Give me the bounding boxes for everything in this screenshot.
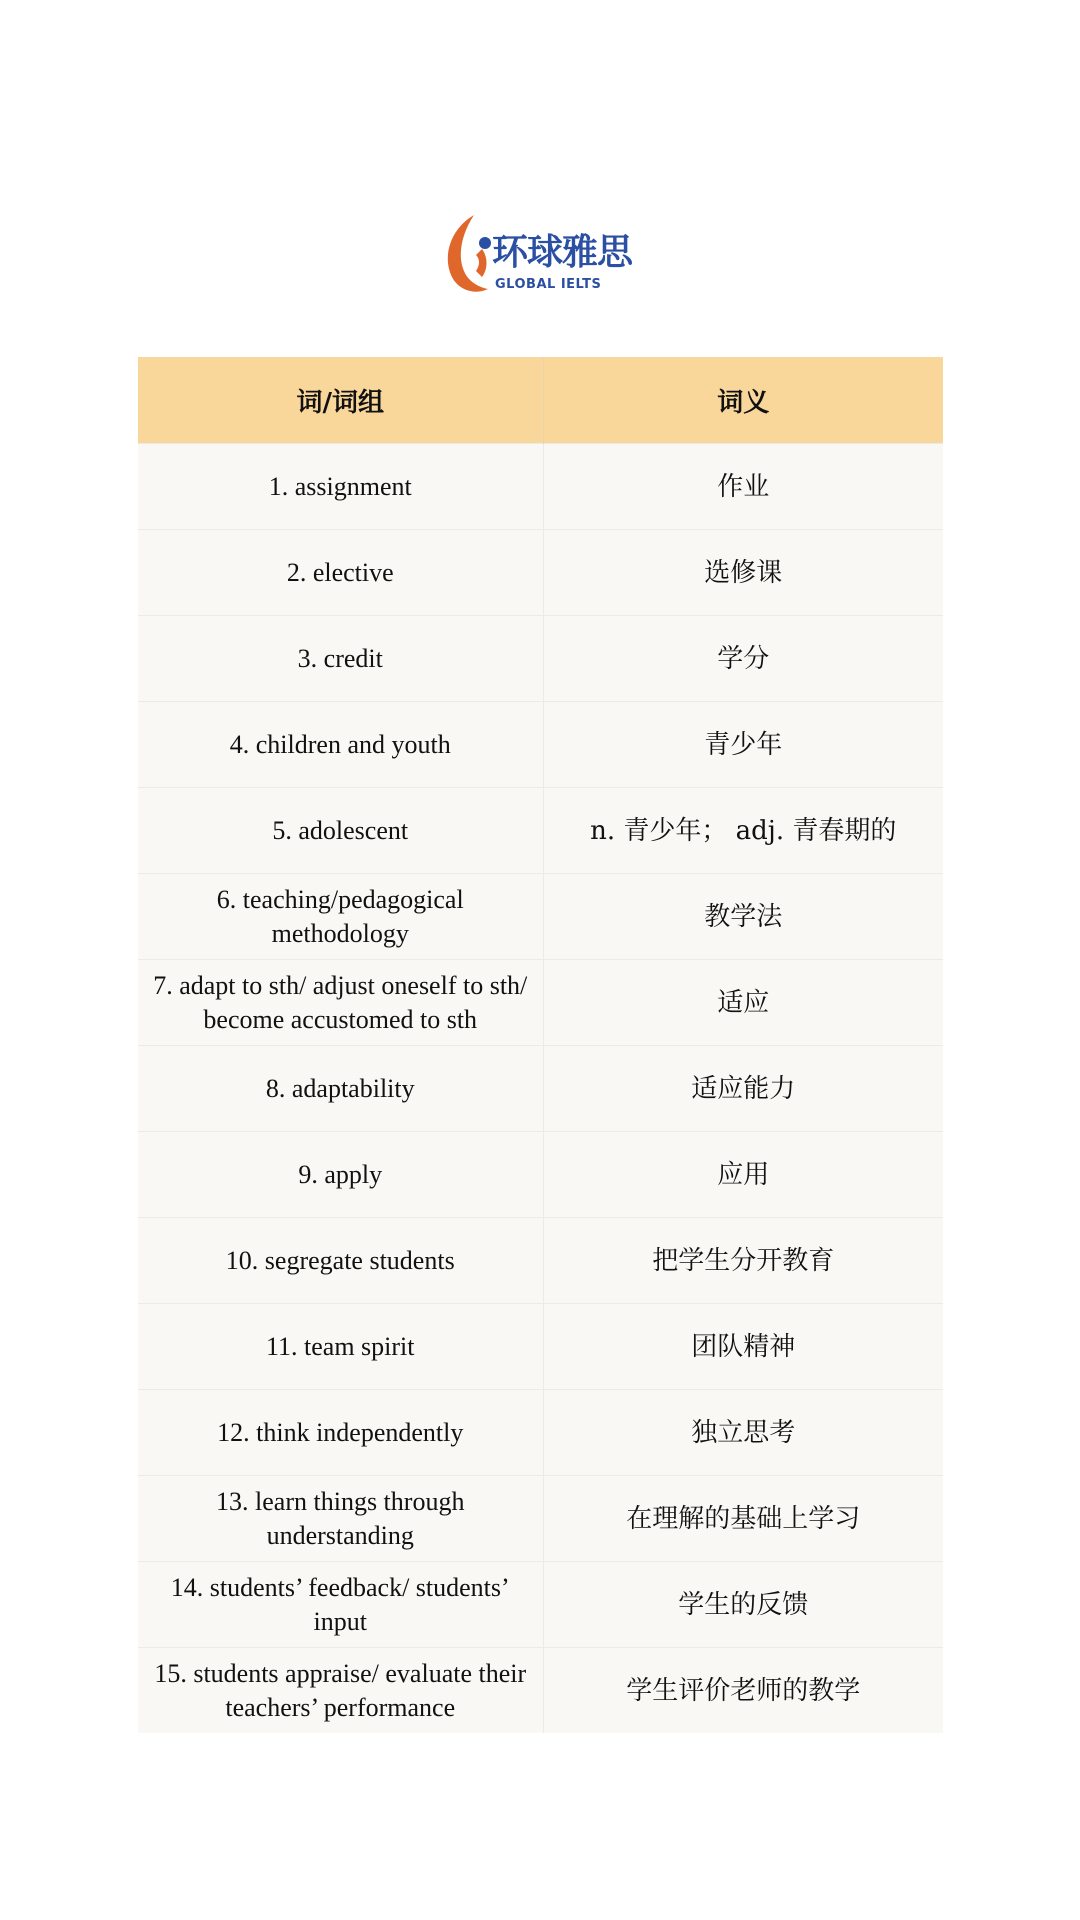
table-row (138, 960, 943, 1046)
meaning-cell: 在理解的基础上学习 (543, 1476, 943, 1562)
term-cell: 11. team spirit (138, 1304, 543, 1390)
meaning-cell: 学分 (543, 616, 943, 702)
term-cell: 5. adolescent (138, 788, 543, 874)
logo-english-name: GLOBAL IELTS (495, 277, 602, 292)
table-row (138, 1046, 943, 1132)
table-row (138, 1218, 943, 1304)
global-ielts-logo (442, 213, 642, 299)
term-cell: 7. adapt to sth/ adjust oneself to sth/ become accustomed to sth (138, 960, 543, 1046)
term-cell: 12. think independently (138, 1390, 543, 1476)
term-cell: 8. adaptability (138, 1046, 543, 1132)
logo-chinese-name: 环球雅思 (492, 232, 633, 273)
meaning-cell: 适应能力 (543, 1046, 943, 1132)
table-header-row (138, 357, 943, 444)
table-row (138, 874, 943, 960)
meaning-cell: 作业 (543, 444, 943, 530)
table-row (138, 1648, 943, 1734)
meaning-column-header: 词义 (543, 357, 943, 444)
term-cell: 3. credit (138, 616, 543, 702)
meaning-cell: 学生评价老师的教学 (543, 1648, 943, 1734)
meaning-cell: n. 青少年； adj. 青春期的 (543, 788, 943, 874)
table-row (138, 444, 943, 530)
term-cell: 2. elective (138, 530, 543, 616)
meaning-cell: 应用 (543, 1132, 943, 1218)
term-cell: 1. assignment (138, 444, 543, 530)
term-cell: 6. teaching/pedagogical methodology (138, 874, 543, 960)
table-row (138, 616, 943, 702)
meaning-cell: 适应 (543, 960, 943, 1046)
table-row (138, 530, 943, 616)
vocabulary-table (138, 357, 943, 1733)
meaning-cell: 学生的反馈 (543, 1562, 943, 1648)
meaning-cell: 青少年 (543, 702, 943, 788)
term-cell: 13. learn things through understanding (138, 1476, 543, 1562)
term-cell: 4. children and youth (138, 702, 543, 788)
term-cell: 14. students’ feedback/ students’ input (138, 1562, 543, 1648)
table-row (138, 1132, 943, 1218)
term-cell: 15. students appraise/ evaluate their teachers’ performance (138, 1648, 543, 1734)
meaning-cell: 把学生分开教育 (543, 1218, 943, 1304)
term-column-header: 词/词组 (138, 357, 543, 444)
table-row (138, 1390, 943, 1476)
table-row (138, 1562, 943, 1648)
table-row (138, 788, 943, 874)
meaning-cell: 教学法 (543, 874, 943, 960)
table-row (138, 1476, 943, 1562)
meaning-cell: 独立思考 (543, 1390, 943, 1476)
term-cell: 10. segregate students (138, 1218, 543, 1304)
meaning-cell: 团队精神 (543, 1304, 943, 1390)
table-row (138, 702, 943, 788)
table-row (138, 1304, 943, 1390)
meaning-cell: 选修课 (543, 530, 943, 616)
term-cell: 9. apply (138, 1132, 543, 1218)
